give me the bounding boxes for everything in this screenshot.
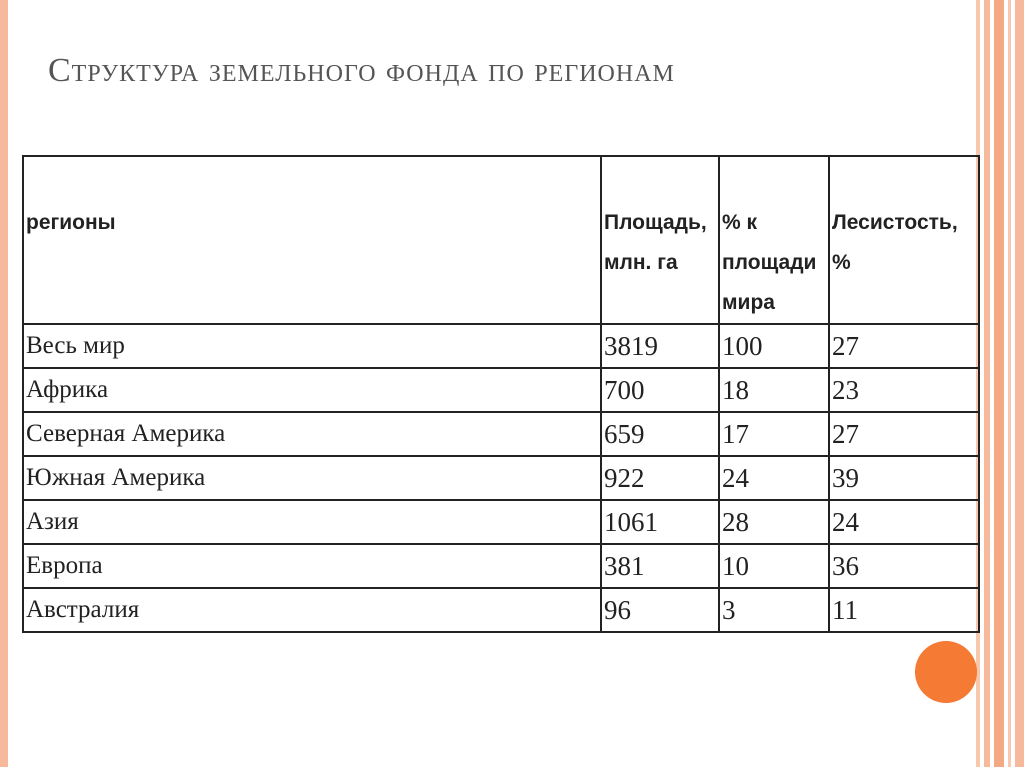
cell-forest: 36 — [829, 544, 979, 588]
cell-area: 659 — [601, 412, 719, 456]
slide-title: Структура земельного фонда по регионам — [48, 52, 675, 89]
cell-region: Азия — [23, 500, 601, 544]
land-fund-table — [22, 155, 980, 633]
table-row — [23, 456, 979, 500]
cell-forest: 27 — [829, 324, 979, 368]
table-row — [23, 500, 979, 544]
cell-forest: 11 — [829, 588, 979, 632]
cell-region: Весь мир — [23, 324, 601, 368]
header-area: Площадь, млн. га — [601, 156, 719, 324]
table-row — [23, 412, 979, 456]
table-row — [23, 588, 979, 632]
cell-share: 10 — [719, 544, 829, 588]
stripe — [984, 0, 990, 767]
cell-share: 24 — [719, 456, 829, 500]
cell-area: 922 — [601, 456, 719, 500]
cell-region: Европа — [23, 544, 601, 588]
cell-share: 3 — [719, 588, 829, 632]
table-row — [23, 368, 979, 412]
table-header-row — [23, 156, 979, 324]
orange-circle-icon — [915, 641, 977, 703]
cell-share: 100 — [719, 324, 829, 368]
cell-forest: 27 — [829, 412, 979, 456]
header-share: % к площади мира — [719, 156, 829, 324]
cell-region: Африка — [23, 368, 601, 412]
cell-area: 700 — [601, 368, 719, 412]
table-row — [23, 324, 979, 368]
right-decor-stripes — [976, 0, 1024, 767]
cell-region: Северная Америка — [23, 412, 601, 456]
stripe — [994, 0, 1004, 767]
cell-region: Южная Америка — [23, 456, 601, 500]
cell-area: 96 — [601, 588, 719, 632]
cell-region: Австралия — [23, 588, 601, 632]
cell-forest: 39 — [829, 456, 979, 500]
cell-share: 28 — [719, 500, 829, 544]
cell-area: 381 — [601, 544, 719, 588]
cell-share: 17 — [719, 412, 829, 456]
cell-area: 3819 — [601, 324, 719, 368]
stripe — [1015, 0, 1024, 767]
cell-area: 1061 — [601, 500, 719, 544]
left-decor-stripe — [0, 0, 8, 767]
cell-forest: 23 — [829, 368, 979, 412]
cell-share: 18 — [719, 368, 829, 412]
cell-forest: 24 — [829, 500, 979, 544]
header-region: регионы — [23, 156, 601, 324]
header-forest: Лесистость, % — [829, 156, 979, 324]
table-row — [23, 544, 979, 588]
stripe — [1008, 0, 1011, 767]
